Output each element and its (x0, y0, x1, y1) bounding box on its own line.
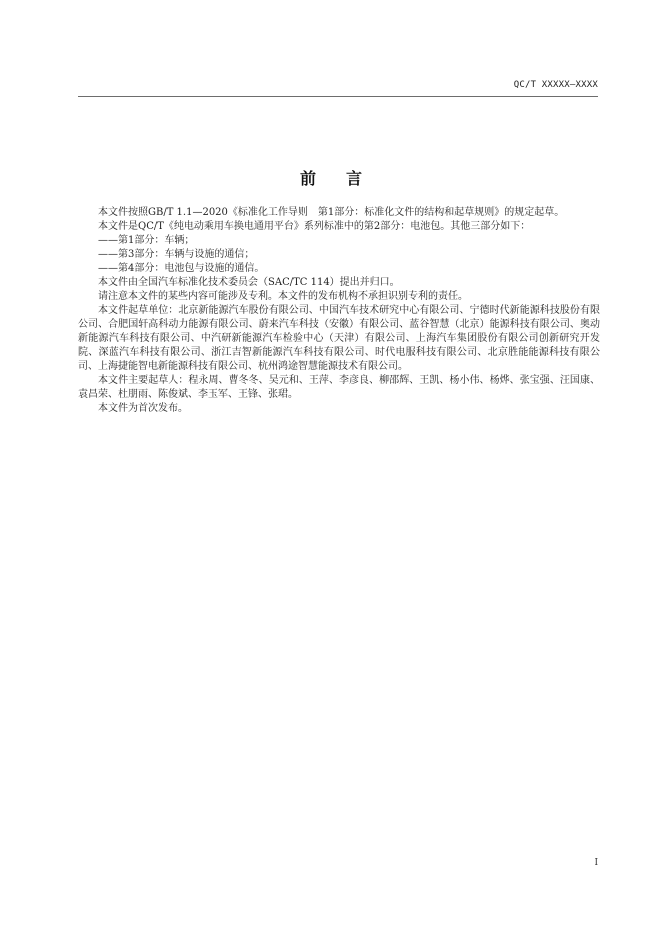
paragraph-drafting-units: 本文件起草单位：北京新能源汽车股份有限公司、中国汽车技术研究中心有限公司、宁德时代新能源科技股份有限公司、合肥国轩高科动力能源有限公司、蔚来汽车科技（安徽）有限公司、蓝谷智慧（北京）能源科技有限公司、奥动新能源汽车科技有限公司、中汽研新能源汽车检验中心（天津）有限公司、上海汽车集团股份有限公司创新研究开发院、深蓝汽车科技有限公司、浙江吉智新能源汽车科技有限公司、时代电服科技有限公司、北京胜能能源科技有限公司、上海捷能智电新能源科技有限公司、杭州鸿途智慧能源技术有限公司。 (78, 305, 600, 372)
paragraph-first-release: 本文件为首次发布。 (98, 403, 188, 414)
header-divider (78, 96, 598, 97)
list-item-part-3: ——第3部分：车辆与设施的通信； (98, 249, 255, 260)
paragraph-series-intro: 本文件是QC/T《纯电动乘用车换电通用平台》系列标准中的第2部分：电池包。其他三部分如下： (98, 221, 531, 232)
page-title: 前言 (299, 169, 392, 188)
paragraph-drafting-rules: 本文件按照GB/T 1.1—2020《标准化工作导则 第1部分：标准化文件的结构和起草规则》的规定起草。 (98, 207, 565, 218)
foreword-body (78, 206, 600, 416)
document-code: QC/T XXXXX—XXXX (513, 80, 598, 90)
paragraph-proposer: 本文件由全国汽车标准化技术委员会（SAC/TC 114）提出并归口。 (98, 277, 400, 288)
list-item-part-1: ——第1部分：车辆； (98, 235, 195, 246)
paragraph-drafters: 本文件主要起草人：程永周、曹冬冬、吴元和、王萍、李彦良、柳邵辉、王凯、杨小伟、杨烨、张宝强、汪国康、袁昌荣、杜朋雨、陈俊斌、李玉军、王锋、张珺。 (78, 375, 600, 400)
page-number: I (594, 858, 598, 868)
paragraph-patent-notice: 请注意本文件的某些内容可能涉及专利。本文件的发布机构不承担识别专利的责任。 (98, 291, 468, 302)
list-item-part-4: ——第4部分：电池包与设施的通信。 (98, 263, 265, 274)
